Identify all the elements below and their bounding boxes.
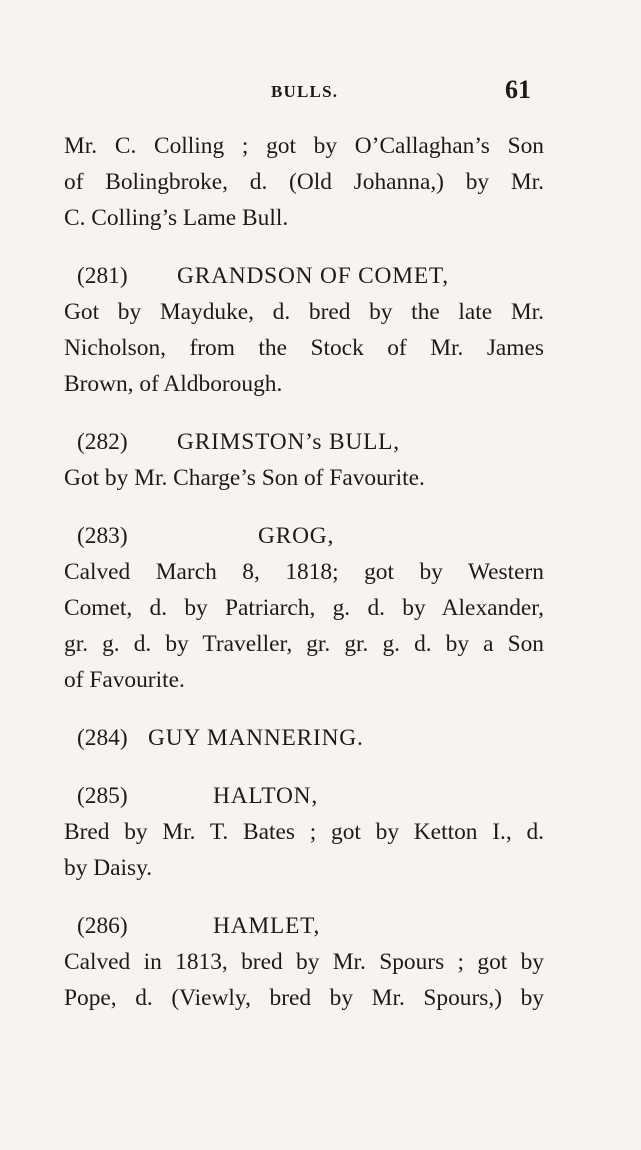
text-line: gr. g. d. by Traveller, gr. gr. g. d. by a Son: [64, 631, 544, 657]
running-title: BULLS.: [271, 82, 339, 101]
entry-name: HAMLET,: [213, 913, 321, 939]
entry-name: GUY MANNERING.: [148, 725, 364, 751]
entry-number: (282): [77, 429, 128, 455]
running-head: [0, 74, 641, 104]
text-line: of Favourite.: [64, 667, 185, 693]
entry-heading: [77, 258, 544, 294]
page-number: 61: [505, 75, 531, 104]
entry-name: GRANDSON OF COMET,: [177, 263, 449, 289]
text-line: by Daisy.: [64, 855, 153, 881]
entry-name: GRIMSTON’s BULL,: [177, 429, 400, 455]
entry-heading: [77, 908, 544, 944]
entry-heading: [77, 518, 544, 554]
entry-number: (283): [77, 523, 128, 549]
text-line: Nicholson, from the Stock of Mr. James: [64, 335, 544, 361]
entry-heading: [77, 778, 544, 814]
text-line: Brown, of Aldborough.: [64, 371, 283, 397]
page-body: [64, 128, 544, 1016]
text-line: Calved March 8, 1818; got by Western: [64, 559, 544, 585]
text-line: Got by Mr. Charge’s Son of Favourite.: [64, 465, 425, 491]
entry-number: (286): [77, 913, 128, 939]
entry-number: (281): [77, 263, 128, 289]
text-line: Mr. C. Colling ; got by O’Callaghan’s Son: [64, 133, 544, 159]
text-line: Bred by Mr. T. Bates ; got by Ketton I., d.: [64, 819, 544, 845]
text-line: Pope, d. (Viewly, bred by Mr. Spours,) by: [64, 985, 544, 1011]
entry-number: (284): [77, 725, 128, 751]
text-line: C. Colling’s Lame Bull.: [64, 205, 289, 231]
entry-name: GROG,: [258, 523, 335, 549]
text-line: Calved in 1813, bred by Mr. Spours ; got by: [64, 949, 544, 975]
entry-number: (285): [77, 783, 128, 809]
entry-name: HALTON,: [213, 783, 319, 809]
text-line: Got by Mayduke, d. bred by the late Mr.: [64, 299, 544, 325]
entry-heading: [77, 424, 544, 460]
entry-heading: [77, 720, 544, 756]
text-line: of Bolingbroke, d. (Old Johanna,) by Mr.: [64, 169, 544, 195]
text-line: Comet, d. by Patriarch, g. d. by Alexander,: [64, 595, 544, 621]
